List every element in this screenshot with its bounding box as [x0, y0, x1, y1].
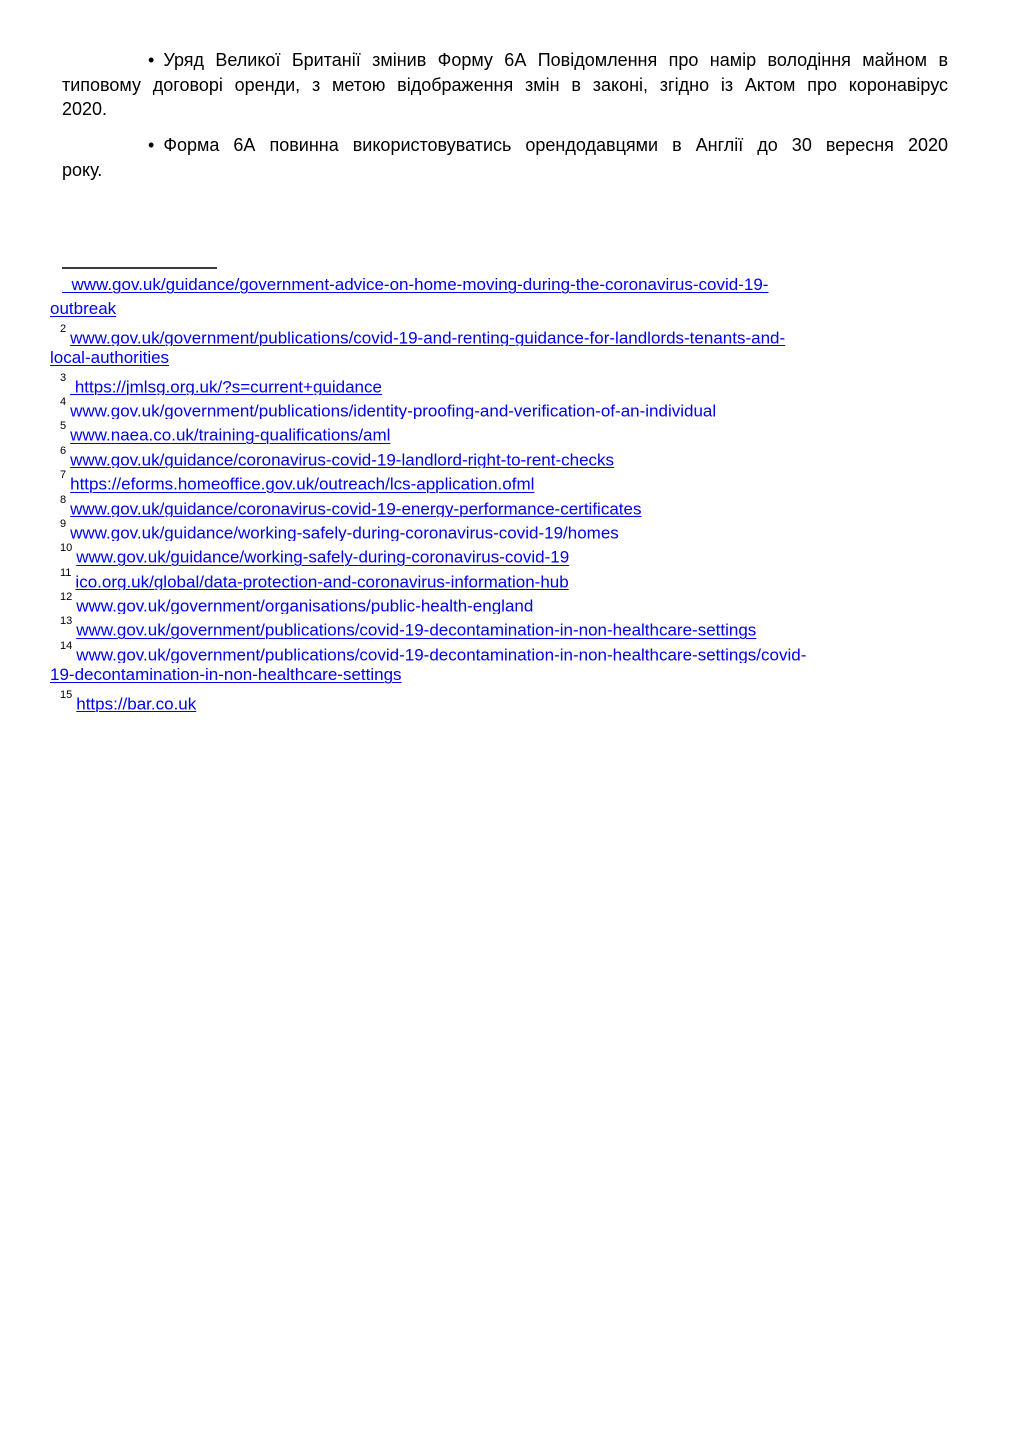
- footnote-14: [50, 639, 1010, 688]
- footnote-link[interactable]: ico.org.uk/global/data-protection-and-coronavirus-information-hub: [75, 572, 569, 591]
- footnote-marker: 14: [60, 639, 73, 652]
- paragraph-text: Форма 6А повинна використовуватись орендодавцями в Англії до 30 вересня 2020: [163, 135, 948, 156]
- footnote-marker: 10: [60, 542, 73, 555]
- bullet-paragraph-1: [62, 48, 948, 122]
- footnote-6: [50, 444, 1010, 468]
- footnote-1: [50, 273, 1010, 322]
- footnote-link[interactable]: www.gov.uk/guidance/coronavirus-covid-19-landlord-right-to-rent-checks: [70, 450, 615, 469]
- footnote-12: [50, 590, 1010, 614]
- footnote-link[interactable]: https://jmlsg.org.uk/?s=current+guidance: [70, 377, 382, 395]
- footnote-marker: 4: [60, 395, 67, 408]
- footnote-9: [50, 517, 1010, 541]
- footnote-separator: [62, 267, 217, 269]
- footnote-link[interactable]: www.gov.uk/guidance/government-advice-on-home-moving-during-the-coronavirus-covid-19-: [62, 275, 769, 294]
- footnote-marker: 15: [60, 688, 73, 701]
- bullet-icon: •: [148, 135, 155, 156]
- footnote-link[interactable]: www.gov.uk/guidance/working-safely-during-coronavirus-covid-19: [76, 547, 570, 566]
- paragraph-line: типовому договорі оренди, з метою відображення змін в законі, згідно із Актом про коронавірус: [62, 74, 948, 95]
- footnote-link[interactable]: https://bar.co.uk: [76, 694, 197, 713]
- footnote-8: [50, 493, 1010, 517]
- footnote-marker: 2: [60, 322, 67, 335]
- footnote-link[interactable]: www.gov.uk/government/publications/covid-19-decontamination-in-non-healthcare-settings/covid-: [76, 645, 807, 664]
- footnote-marker: 8: [60, 493, 67, 506]
- footnote-13: [50, 614, 1010, 638]
- footnote-11: [50, 566, 1010, 590]
- footnote-marker: 9: [60, 517, 67, 530]
- footnote-15: [50, 688, 1010, 712]
- footnote-5: [50, 419, 1010, 443]
- paragraph-line: 2020.: [62, 99, 108, 120]
- footnote-marker: 3: [60, 371, 67, 384]
- footnote-7: [50, 468, 1010, 492]
- footnote-link[interactable]: https://eforms.homeoffice.gov.uk/outreach/lcs-application.ofml: [70, 474, 535, 493]
- bullet-icon: •: [148, 50, 155, 70]
- paragraph-line: [62, 133, 948, 158]
- footnote-marker: 7: [60, 469, 67, 482]
- paragraph-text: Уряд Великої Британії змінив Форму 6А Повідомлення про намір володіння майном в: [163, 50, 948, 70]
- footnote-marker: 6: [60, 444, 67, 457]
- paragraph-line: року.: [62, 159, 103, 180]
- footnote-link-continuation[interactable]: local-authorities: [50, 348, 170, 368]
- footnote-link-continuation[interactable]: 19-decontamination-in-non-healthcare-settings: [50, 665, 402, 685]
- footnotes-list: [50, 273, 1010, 712]
- footnote-link[interactable]: www.gov.uk/government/publications/covid-19-and-renting-guidance-for-landlords-tenants-and-: [70, 328, 786, 347]
- footnote-marker: 12: [60, 591, 73, 604]
- paragraph-line: [62, 48, 948, 73]
- footnote-2: [50, 322, 1010, 371]
- footnote-link[interactable]: www.naea.co.uk/training-qualifications/aml: [70, 426, 391, 444]
- footnote-marker: 13: [60, 615, 73, 628]
- footnote-link[interactable]: www.gov.uk/guidance/coronavirus-covid-19-energy-performance-certificates: [70, 499, 642, 517]
- footnote-marker: 11: [60, 566, 72, 579]
- footnote-link[interactable]: www.gov.uk/guidance/working-safely-during-coronavirus-covid-19/homes: [70, 523, 619, 542]
- footnote-marker: 5: [60, 420, 67, 433]
- footnote-link[interactable]: www.gov.uk/government/publications/identity-proofing-and-verification-of-an-individual: [70, 401, 717, 420]
- footnote-link[interactable]: www.gov.uk/government/publications/covid-19-decontamination-in-non-healthcare-settings: [76, 621, 757, 639]
- footnote-10: [50, 541, 1010, 565]
- body-text: [62, 48, 948, 182]
- footnote-link-continuation[interactable]: outbreak: [50, 299, 117, 319]
- bullet-paragraph-2: [62, 133, 948, 182]
- footnote-4: [50, 395, 1010, 419]
- footnote-3: [50, 371, 1010, 395]
- footnote-link[interactable]: www.gov.uk/government/organisations/public-health-england: [76, 596, 534, 615]
